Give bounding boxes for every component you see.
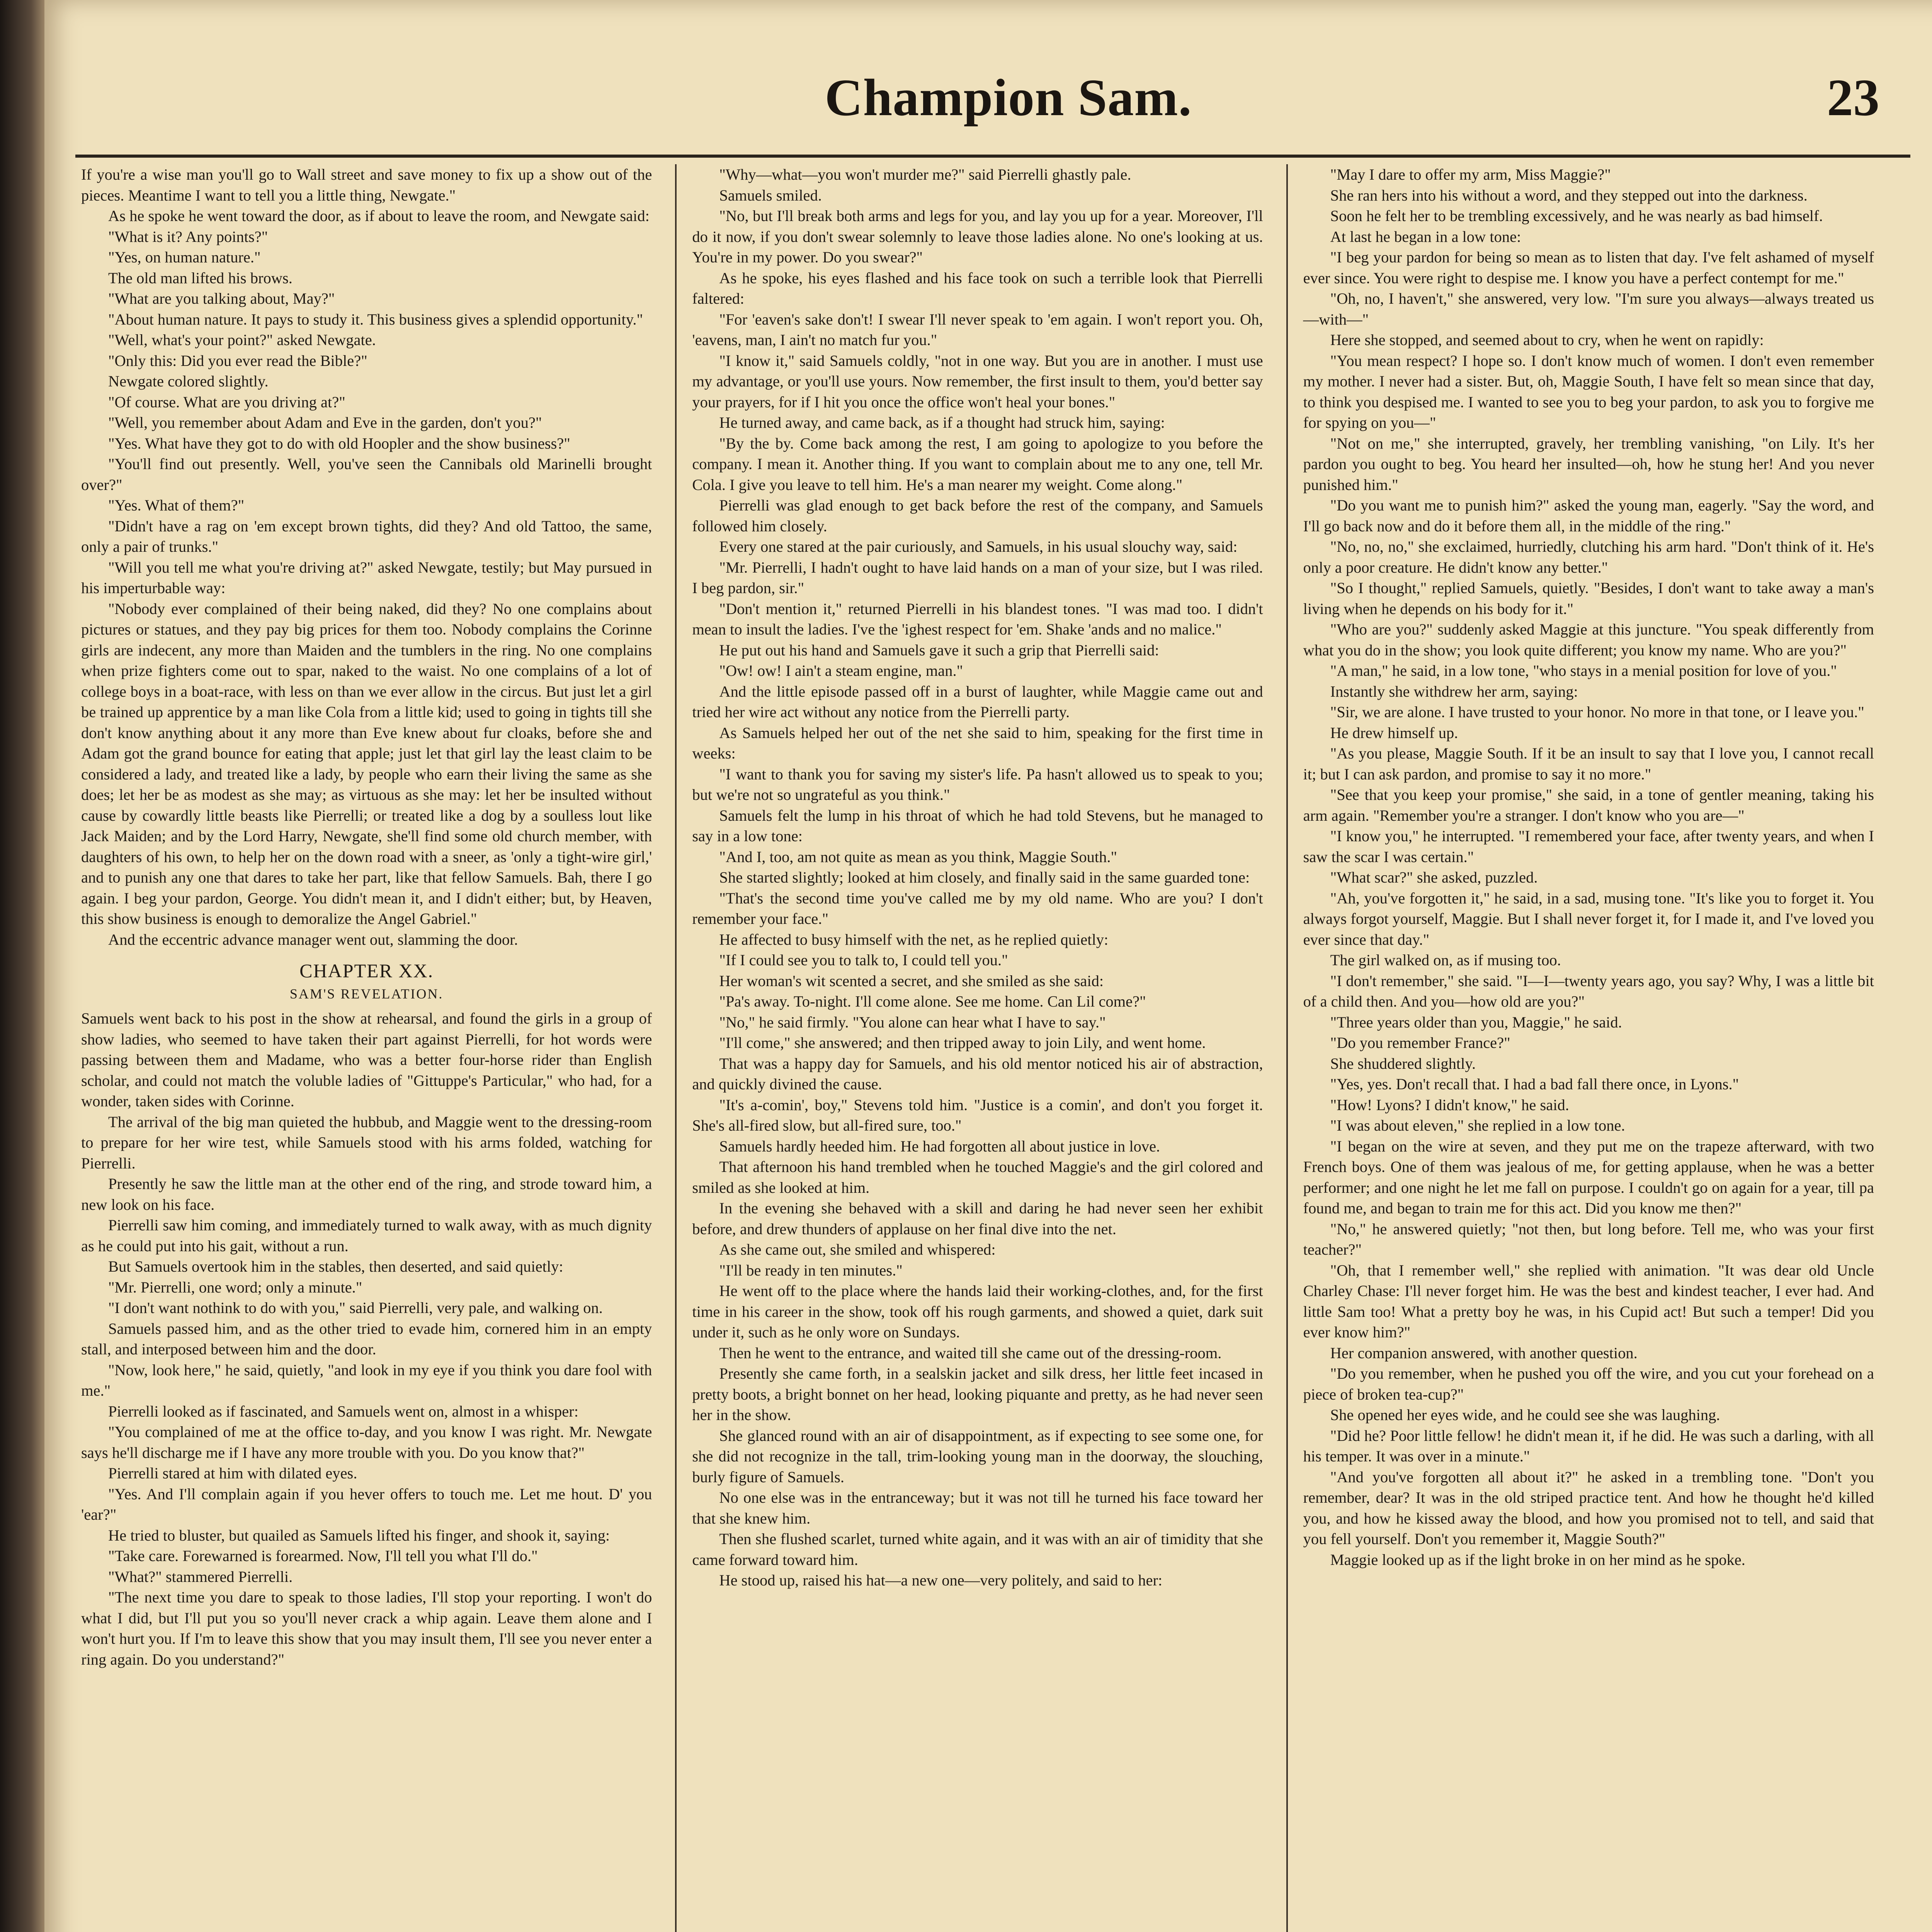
paragraph: And the little episode passed off in a burst of laughter, while Maggie came out and tried her wire act without any notice from the Pierrelli party. [692,682,1263,721]
paragraph: Soon he felt her to be trembling excessively, and he was nearly as bad himself. [1330,207,1823,224]
paragraph: "Of course. What are you driving at?" [108,393,345,411]
paragraph: He put out his hand and Samuels gave it such a grip that Pierrelli said: [719,641,1159,659]
paragraph: "See that you keep your promise," she said, in a tone of gentler meaning, taking his arm again. "Remember you're a stranger. I don't know who you are—" [1303,786,1874,824]
paragraph: Instantly she withdrew her arm, saying: [1330,682,1578,700]
paragraph: As she came out, she smiled and whispered: [719,1241,996,1258]
paragraph: Newgate colored slightly. [108,372,269,390]
paragraph: In the evening she behaved with a skill and daring he had never seen her exhibit before, and drew thunders of applause on her final dive into the net. [692,1199,1263,1238]
paragraph: "As you please, Maggie South. If it be an insult to say that I love you, I cannot recall it; but I can ask pardon, and promise to say it no more." [1303,745,1874,783]
paragraph: "No, no, no," she exclaimed, hurriedly, clutching his arm hard. "Don't think of it. He's only a poor creature. He didn't know any better." [1303,538,1874,576]
paragraph: "I don't want nothink to do with you," said Pierrelli, very pale, and walking on. [108,1299,603,1316]
paragraph: "So I thought," replied Samuels, quietly. "Besides, I don't want to take away a man's living when he depends on his body for it." [1303,579,1874,617]
paragraph: Pierrelli was glad enough to get back before the rest of the company, and Samuels followed him closely. [692,497,1263,535]
paragraph: Samuels passed him, and as the other tried to evade him, cornered him in an empty stall, and interposed between him and the door. [81,1320,652,1358]
paragraph: "You'll find out presently. Well, you've seen the Cannibals old Marinelli brought over?" [81,455,652,493]
paragraph: "Why—what—you won't murder me?" said Pierrelli ghastly pale. [719,166,1131,183]
paragraph: "What scar?" she asked, puzzled. [1330,869,1538,886]
paragraph: No one else was in the entranceway; but it was not till he turned his face toward her that she knew him. [692,1489,1263,1527]
paragraph: "Yes. What have they got to do with old Hoopler and the show business?" [108,434,570,452]
paragraph: "You mean respect? I hope so. I don't know much of women. I don't even remember my mother. I never had a sister. But, oh, Maggie South, I have felt so mean since that day, to think you despised me. I wanted to see you to beg your pardon, to ask you to forgive me for spying on you—" [1303,352,1874,431]
paragraph: Samuels hardly heeded him. He had forgotten all about justice in love. [719,1137,1160,1155]
paragraph: "How! Lyons? I didn't know," he said. [1330,1096,1569,1114]
paragraph: She started slightly; looked at him closely, and finally said in the same guarded tone: [719,869,1250,886]
paragraph: As he spoke he went toward the door, as if about to leave the room, and Newgate said: [108,207,650,224]
running-title: Champion Sam. [825,69,1192,127]
paragraph: "The next time you dare to speak to those ladies, I'll stop your reporting. I won't do what I did, but I'll put you so you'll never crack a whip again. Leave them alone and I won't hurt you. If I'm to leave this show that you may insult them, I'll see you never enter a ring again. Do you understand?" [81,1588,652,1668]
text-columns [81,164,1874,1932]
paragraph: "Who are you?" suddenly asked Maggie at this juncture. "You speak differently from what you do in the show; you look quite different; you know my name. Who are you?" [1303,621,1874,659]
paragraph: Maggie looked up as if the light broke in on her mind as he spoke. [1330,1551,1745,1568]
paragraph: "Now, look here," he said, quietly, "and look in my eye if you think you dare fool with me." [81,1361,652,1399]
paragraph: "I'll come," she answered; and then tripped away to join Lily, and went home. [719,1034,1206,1051]
paragraph: Here she stopped, and seemed about to cry, when he went on rapidly: [1330,331,1764,349]
paragraph: "Don't mention it," returned Pierrelli in his blandest tones. "I was mad too. I didn't mean to insult the ladies. I've the 'ighest respect for 'em. Shake 'ands and no malice." [692,600,1263,638]
paragraph: "Will you tell me what you're driving at?" asked Newgate, testily; but May pursued in his imperturbable way: [81,558,652,597]
paragraph: "Did he? Poor little fellow! he didn't mean it, if he did. He was such a darling, with all his temper. It was over in a minute." [1303,1427,1874,1465]
paragraph: Samuels went back to his post in the show at rehearsal, and found the girls in a group of show ladies, who seemed to have taken their part against Pierrelli, for hot words were passing between them and Madame, who was a better four-horse rider than English scholar, and could not match the voluble ladies of "Gittuppe's Particular," who had, for a wonder, taken sides with Corinne. [81,1010,652,1110]
paragraph: "Not on me," she interrupted, gravely, her trembling vanishing, "on Lily. It's her pardon you ought to beg. You heard her insulted—oh, how he stung her! And you never punished him." [1303,434,1874,493]
paragraph: "What are you talking about, May?" [108,290,335,307]
paragraph: "May I dare to offer my arm, Miss Maggie?" [1330,166,1611,183]
column-3 [1286,164,1874,1932]
paragraph: "I want to thank you for saving my sister's life. Pa hasn't allowed us to speak to you; but we're not so ungrateful as you think." [692,765,1263,803]
paragraph: "Mr. Pierrelli, I hadn't ought to have laid hands on a man of your size, but I was riled. I beg pardon, sir." [692,558,1263,597]
paragraph: "For 'eaven's sake don't! I swear I'll never speak to 'em again. I won't report you. Oh, 'eavens, man, I ain't no match fur you." [692,310,1263,349]
paragraph: As he spoke, his eyes flashed and his face took on such a terrible look that Pierrelli faltered: [692,269,1263,307]
header-rule [75,155,1910,158]
paragraph: "Nobody ever complained of their being naked, did they? No one complains about pictures or statues, and they pay big prices for them too. Nobody complains the Corinne girls are indecent, any more than Maiden and the tumblers in the ring. No one complains when prize fighters come out to spar, naked to the waist. No one complains of a lot of college boys in a boat-race, with less on than we ever allow in the circus. But just let a girl be trained up apprentice by a man like Cola from a little kid; used to going in tights till she don't know anything about it any more than Eve knew about fur cloaks, before she and Adam got the grand bounce for eating that apple; just let that girl lay the least claim to be considered a lady, and treated like a lady, by people who earn their living the same as she does; let her be as modest as she may; as virtuous as she may: let her be insulted without cause by cowardly little beasts like Pierrelli; or treated like a dog by a soulless lout like Jack Maiden; and by the Lord Harry, Newgate, she'll find some old church member, with daughters of his own, to help her on the down road with a sneer, as 'only a tight-wire girl,' and to punish any one that dares to take her part, like that fellow Samuels. Bah, there I go again. I beg your pardon, George. You didn't mean it, and I didn't either; but, by Heaven, this show business is enough to demoralize the Angel Gabriel." [81,600,652,927]
paragraph: "Sir, we are alone. I have trusted to your honor. No more in that tone, or I leave you." [1330,703,1864,721]
paragraph: Pierrelli looked as if fascinated, and Samuels went on, almost in a whisper: [108,1402,578,1420]
paragraph: "Do you remember France?" [1330,1034,1510,1051]
paragraph: But Samuels overtook him in the stables, then deserted, and said quietly: [108,1258,563,1275]
paragraph: The old man lifted his brows. [108,269,293,287]
paragraph: Her companion answered, with another question. [1330,1344,1638,1362]
paragraph: "I know you," he interrupted. "I remembered your face, after twenty years, and when I saw the scar I was certain." [1303,827,1874,866]
paragraph: That afternoon his hand trembled when he touched Maggie's and the girl colored and smiled as she looked at him. [692,1158,1263,1196]
paragraph: Presently she came forth, in a sealskin jacket and silk dress, her little feet incased in pretty boots, a bright bonnet on her head, looking piquante and pretty, as he had never seen her in the show. [692,1365,1263,1423]
paragraph: Presently he saw the little man at the other end of the ring, and strode toward him, a new look on his face. [81,1175,652,1213]
paragraph: She opened her eyes wide, and he could see she was laughing. [1330,1406,1720,1423]
binding-gutter [0,0,44,1932]
paragraph: "Yes, on human nature." [108,248,261,266]
paragraph: "I beg your pardon for being so mean as to listen that day. I've felt ashamed of myself ever since. You were right to despise me. I know you have a perfect contempt for me." [1303,248,1874,287]
paragraph: "Yes. What of them?" [108,497,245,514]
paragraph: "Do you remember, when he pushed you off the wire, and you cut your forehead on a piece of broken tea-cup?" [1303,1365,1874,1403]
paragraph: "It's a-comin', boy," Stevens told him. "Justice is a comin', and don't you forget it. She's all-fired slow, but all-fired sure, too." [692,1096,1263,1134]
paragraph: "A man," he said, in a low tone, "who stays in a menial position for love of you." [1330,662,1837,679]
paragraph: "No, but I'll break both arms and legs for you, and lay you up for a year. Moreover, I'll do it now, if you don't swear solemnly to leave those ladies alone. No one's looking at us. You're in my power. Do you swear?" [692,207,1263,266]
paragraph: "By the by. Come back among the rest, I am going to apologize to you before the company. I mean it. Another thing. If you want to complain about me to any one, tell Mr. Cola. I give you leave to tell him. He's a man nearer my weight. Come along." [692,434,1263,493]
paragraph: She shuddered slightly. [1330,1054,1476,1072]
paragraph: "That's the second time you've called me by my old name. Who are you? I don't remember your face." [692,889,1263,927]
paragraph: "Well, what's your point?" asked Newgate. [108,331,376,349]
paragraph: "Yes, yes. Don't recall that. I had a bad fall there once, in Lyons." [1330,1075,1739,1093]
paragraph: "I began on the wire at seven, and they put me on the trapeze afterward, with two French boys. One of them was jealous of me, for getting applause, when he was a better performer; and one night he let me fall on purpose. I couldn't go on again for a year, till pa found me, and began to train me for this act. Did you know me then?" [1303,1137,1874,1217]
paragraph: Every one stared at the pair curiously, and Samuels, in his usual slouchy way, said: [719,538,1238,555]
paragraph: "Oh, that I remember well," she replied with animation. "It was dear old Uncle Charley Chase: I'll never forget him. He was the best and kindest teacher, I ever had. And little Sam too! What a pretty boy he was, in his Cupid act! But such a temper! Did you ever know him?" [1303,1261,1874,1341]
paragraph: He drew himself up. [1330,724,1458,742]
column-2 [675,164,1263,1932]
paragraph: He went off to the place where the hands laid their working-clothes, and, for the first time in his career in the show, took off his rough garments, and showed a quiet, dark suit under it, such as he only wore on Sundays. [692,1282,1263,1341]
paragraph: "Mr. Pierrelli, one word; only a minute." [108,1278,362,1296]
paragraph: "Yes. And I'll complain again if you hever offers to touch me. Let me hout. D' you 'ear?" [81,1485,652,1523]
paragraph: Her woman's wit scented a secret, and she smiled as she said: [719,972,1104,990]
paragraph: The arrival of the big man quieted the hubbub, and Maggie went to the dressing-room to prepare for her wire test, while Samuels stood with his arms folded, watching for Pierrelli. [81,1113,652,1172]
paragraph: "What is it? Any points?" [108,228,268,245]
paragraph: "No," he answered quietly; "not then, but long before. Tell me, who was your first teacher?" [1303,1220,1874,1258]
column-1 [81,164,652,1932]
book-page [44,0,1932,1932]
paragraph: "About human nature. It pays to study it. This business gives a splendid opportunity." [108,310,643,328]
paragraph: "Ah, you've forgotten it," he said, in a sad, musing tone. "It's like you to forget it. You always forgot yourself, Maggie. But I shall never forget it, for I made it, and I've loved you ever since that day." [1303,889,1874,948]
paragraph: And the eccentric advance manager went out, slamming the door. [108,930,518,948]
paragraph: "Didn't have a rag on 'em except brown tights, did they? And old Tattoo, the same, only a pair of trunks." [81,517,652,555]
paragraph: "I don't remember," she said. "I—I—twenty years ago, you say? Why, I was a little bit of a child then. And you—how old are you?" [1303,972,1874,1010]
paragraph: Then he went to the entrance, and waited till she came out of the dressing-room. [719,1344,1222,1362]
paragraph: "Ow! ow! I ain't a steam engine, man." [719,662,963,679]
paragraph: "Pa's away. To-night. I'll come alone. See me home. Can Lil come?" [719,993,1146,1010]
paragraph: "No," he said firmly. "You alone can hear what I have to say." [719,1013,1106,1031]
paragraph: Pierrelli stared at him with dilated eyes. [108,1464,357,1482]
paragraph: "What?" stammered Pierrelli. [108,1568,293,1585]
paragraph: "If I could see you to talk to, I could tell you." [719,951,1008,969]
paragraph: Then she flushed scarlet, turned white again, and it was with an air of timidity that she came forward toward him. [692,1530,1263,1568]
paragraph: That was a happy day for Samuels, and his old mentor noticed his air of abstraction, and quickly divined the cause. [692,1054,1263,1093]
paragraph: "And you've forgotten all about it?" he asked in a trembling tone. "Don't you remember, dear? It was in the old striped practice tent. And how he thought he'd killed you, and how he kissed away the blood, and how you promised not to tell, and said that you fell yourself. Don't you remember it, Maggie South?" [1303,1468,1874,1548]
page-header [44,68,1932,145]
paragraph: "And I, too, am not quite as mean as you think, Maggie South." [719,848,1117,866]
paragraph: Pierrelli saw him coming, and immediately turned to walk away, with as much dignity as he could put into his gait, without a run. [81,1216,652,1255]
paragraph: "I was about eleven," she replied in a low tone. [1330,1117,1625,1134]
paragraph: As Samuels helped her out of the net she said to him, speaking for the first time in weeks: [692,724,1263,762]
paragraph: If you're a wise man you'll go to Wall street and save money to fix up a show out of the pieces. Meantime I want to tell you a little thing, Newgate." [81,166,652,204]
paragraph: Samuels smiled. [719,186,822,204]
paragraph: He turned away, and came back, as if a thought had struck him, saying: [719,414,1165,431]
page-number: 23 [1827,69,1879,127]
paragraph: "I know it," said Samuels coldly, "not in one way. But you are in another. I must use my advantage, or you'll use yours. Now remember, the first insult to them, you'd better say your prayers, for if I hit you once the office won't heal your bones." [692,352,1263,411]
paragraph: He affected to busy himself with the net, as he replied quietly: [719,930,1109,948]
paragraph: He stood up, raised his hat—a new one—very politely, and said to her: [719,1571,1163,1589]
chapter-subtitle: SAM'S REVELATION. [289,986,444,1002]
paragraph: At last he began in a low tone: [1330,228,1521,245]
paragraph: "Do you want me to punish him?" asked the young man, eagerly. "Say the word, and I'll go back now and do it before them all, in the middle of the ring." [1303,497,1874,535]
paragraph: She ran hers into his without a word, and they stepped out into the darkness. [1330,186,1808,204]
paragraph: "Oh, no, I haven't," she answered, very low. "I'm sure you always—always treated us—with—" [1303,290,1874,328]
paragraph: "Well, you remember about Adam and Eve in the garden, don't you?" [108,414,542,431]
paragraph: "I'll be ready in ten minutes." [719,1261,903,1279]
paragraph: The girl walked on, as if musing too. [1330,951,1561,969]
paragraph: She glanced round with an air of disappointment, as if expecting to see some one, for she did not recognize in the tall, trim-looking young man in the doorway, the slouching, burly figure of Samuels. [692,1427,1263,1486]
paragraph: He tried to bluster, but quailed as Samuels lifted his finger, and shook it, saying: [108,1526,610,1544]
chapter-heading: CHAPTER XX. [299,960,434,981]
paragraph: "Only this: Did you ever read the Bible?" [108,352,367,369]
paragraph: Samuels felt the lump in his throat of which he had told Stevens, but he managed to say in a low tone: [692,806,1263,845]
paragraph: "Three years older than you, Maggie," he said. [1330,1013,1622,1031]
paragraph: "Take care. Forewarned is forearmed. Now, I'll tell you what I'll do." [108,1547,538,1565]
paragraph: "You complained of me at the office to-day, and you know I was right. Mr. Newgate says he'll discharge me if I have any more trouble with you. Do you know that?" [81,1423,652,1461]
